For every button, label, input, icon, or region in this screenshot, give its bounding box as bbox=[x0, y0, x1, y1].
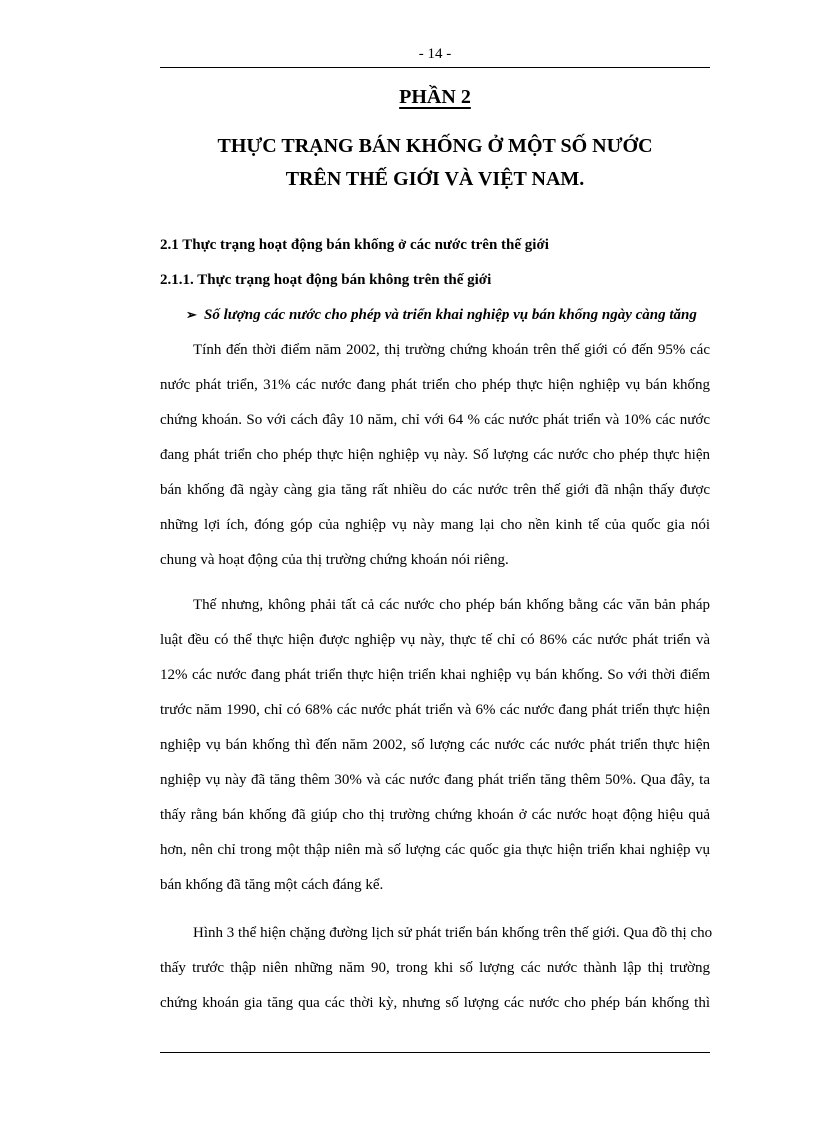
chapter-title-line: THỰC TRẠNG BÁN KHỐNG Ở MỘT SỐ NƯỚC bbox=[217, 135, 653, 157]
paragraph-line: luật đều có thể thực hiện được nghiệp vụ này, thực tế chỉ có 86% các nước phát triển và bbox=[160, 632, 710, 648]
paragraph-line: nước phát triển, 31% các nước đang phát triển cho phép thực hiện nghiệp vụ bán khống bbox=[160, 377, 710, 393]
chapter-title bbox=[160, 130, 710, 196]
chapter-title-line: TRÊN THẾ GIỚI VÀ VIỆT NAM. bbox=[285, 168, 585, 190]
header-rule bbox=[160, 67, 710, 68]
paragraph-line: hơn, nên chỉ trong một thập niên mà số lượng các quốc gia thực hiện triển khai nghiệp vụ bbox=[160, 842, 710, 858]
paragraph-line: 12% các nước đang phát triển thực hiện triển khai nghiệp vụ bán khống. So với thời điểm bbox=[160, 667, 710, 683]
paragraph-line: chứng khoán gia tăng qua các thời kỳ, nhưng số lượng các nước cho phép bán khống thì bbox=[160, 995, 710, 1011]
page-number: - 14 - bbox=[418, 46, 452, 62]
bullet-item bbox=[186, 307, 716, 324]
section-heading: 2.1 Thực trạng hoạt động bán khống ở các nước trên thế giới bbox=[160, 237, 549, 253]
bullet-text: Số lượng các nước cho phép và triển khai nghiệp vụ bán khống ngày càng tăng bbox=[204, 307, 697, 323]
part-label bbox=[160, 86, 710, 109]
part-label-text: PHẦN 2 bbox=[399, 86, 471, 108]
paragraph-line: Hình 3 thể hiện chặng đường lịch sử phát triển bán khống trên thế giới. Qua đồ thị cho bbox=[193, 925, 713, 941]
paragraph-line: chung và hoạt động của thị trường chứng khoán nói riêng. bbox=[160, 552, 509, 568]
paragraph-line: đang phát triển cho phép thực hiện nghiệp vụ này. Số lượng các nước cho phép thực hiện bbox=[160, 447, 710, 463]
paragraph-line: Tính đến thời điểm năm 2002, thị trường chứng khoán trên thế giới có đến 95% các bbox=[193, 342, 710, 358]
paragraph-line: những lợi ích, đóng góp của nghiệp vụ này mang lại cho nền kinh tế của quốc gia nói bbox=[160, 517, 710, 533]
arrow-right-icon: ➢ bbox=[186, 307, 197, 322]
paragraph-line: nghiệp vụ bán khống thì đến năm 2002, số lượng các nước các nước phát triển thực hiện bbox=[160, 737, 710, 753]
paragraph-line: thấy rằng bán khống đã giúp cho thị trường chứng khoán ở các nước hoạt động hiệu quả bbox=[160, 807, 710, 823]
paragraph-line: thấy trước thập niên những năm 90, trong khi số lượng các nước thành lập thị trường bbox=[160, 960, 710, 976]
paragraph-line: trước năm 1990, chỉ có 68% các nước phát triển và 6% các nước đang phát triển thực hiện bbox=[160, 702, 710, 718]
footer-rule bbox=[160, 1052, 710, 1053]
paragraph-line: chứng khoán. So với cách đây 10 năm, chỉ với 64 % các nước phát triển và 10% các nước bbox=[160, 412, 710, 428]
paragraph-line: bán khống đã tăng một cách đáng kể. bbox=[160, 877, 384, 893]
paragraph-line: bán khống đã ngày càng gia tăng rất nhiều do các nước trên thế giới đã nhận thấy được bbox=[160, 482, 710, 498]
subsection-heading: 2.1.1. Thực trạng hoạt động bán không trên thế giới bbox=[160, 272, 492, 288]
paragraph-line: nghiệp vụ này đã tăng thêm 30% và các nước đang phát triển tăng thêm 50%. Qua đây, ta bbox=[160, 772, 710, 788]
paragraph-line: Thế nhưng, không phải tất cả các nước cho phép bán khống bằng các văn bản pháp bbox=[193, 597, 710, 613]
